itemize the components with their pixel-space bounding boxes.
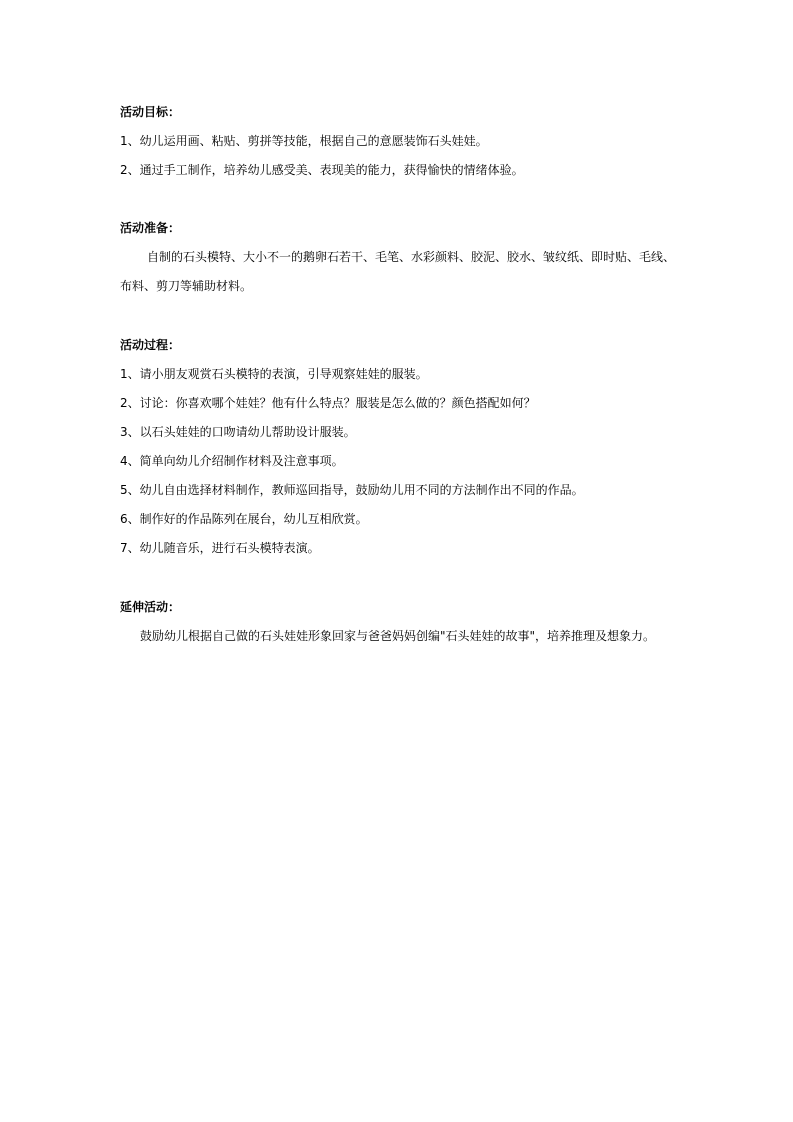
extension-heading: 延伸活动：: [120, 600, 181, 614]
extension-text: 鼓励幼儿根据自己做的石头娃娃形象回家与爸爸妈妈创编"石头娃娃的故事"，培养推理及想象力。: [140, 629, 656, 643]
goal-item: 1、幼儿运用画、粘贴、剪拼等技能，根据自己的意愿装饰石头娃娃。: [120, 134, 488, 148]
preparation-text-continued: 布料、剪刀等辅助材料。: [120, 279, 253, 293]
process-item: 6、制作好的作品陈列在展台，幼儿互相欣赏。: [120, 512, 368, 526]
process-item: 2、讨论：你喜欢哪个娃娃？他有什么特点？服装是怎么做的？颜色搭配如何？: [120, 396, 536, 410]
preparation-heading: 活动准备：: [120, 221, 181, 235]
process-heading: 活动过程：: [120, 338, 181, 352]
process-item: 4、简单向幼儿介绍制作材料及注意事项。: [120, 454, 344, 468]
process-item: 3、以石头娃娃的口吻请幼儿帮助设计服装。: [120, 425, 356, 439]
goal-item: 2、通过手工制作，培养幼儿感受美、表现美的能力，获得愉快的情绪体验。: [120, 163, 524, 177]
process-item: 1、请小朋友观赏石头模特的表演，引导观察娃娃的服装。: [120, 367, 428, 381]
process-item: 5、幼儿自由选择材料制作，教师巡回指导，鼓励幼儿用不同的方法制作出不同的作品。: [120, 483, 584, 497]
preparation-text: 自制的石头模特、大小不一的鹅卵石若干、毛笔、水彩颜料、胶泥、胶水、皱纹纸、即时贴、毛线、: [147, 250, 676, 264]
process-item: 7、幼儿随音乐，进行石头模特表演。: [120, 541, 320, 555]
goals-heading: 活动目标：: [120, 105, 181, 119]
